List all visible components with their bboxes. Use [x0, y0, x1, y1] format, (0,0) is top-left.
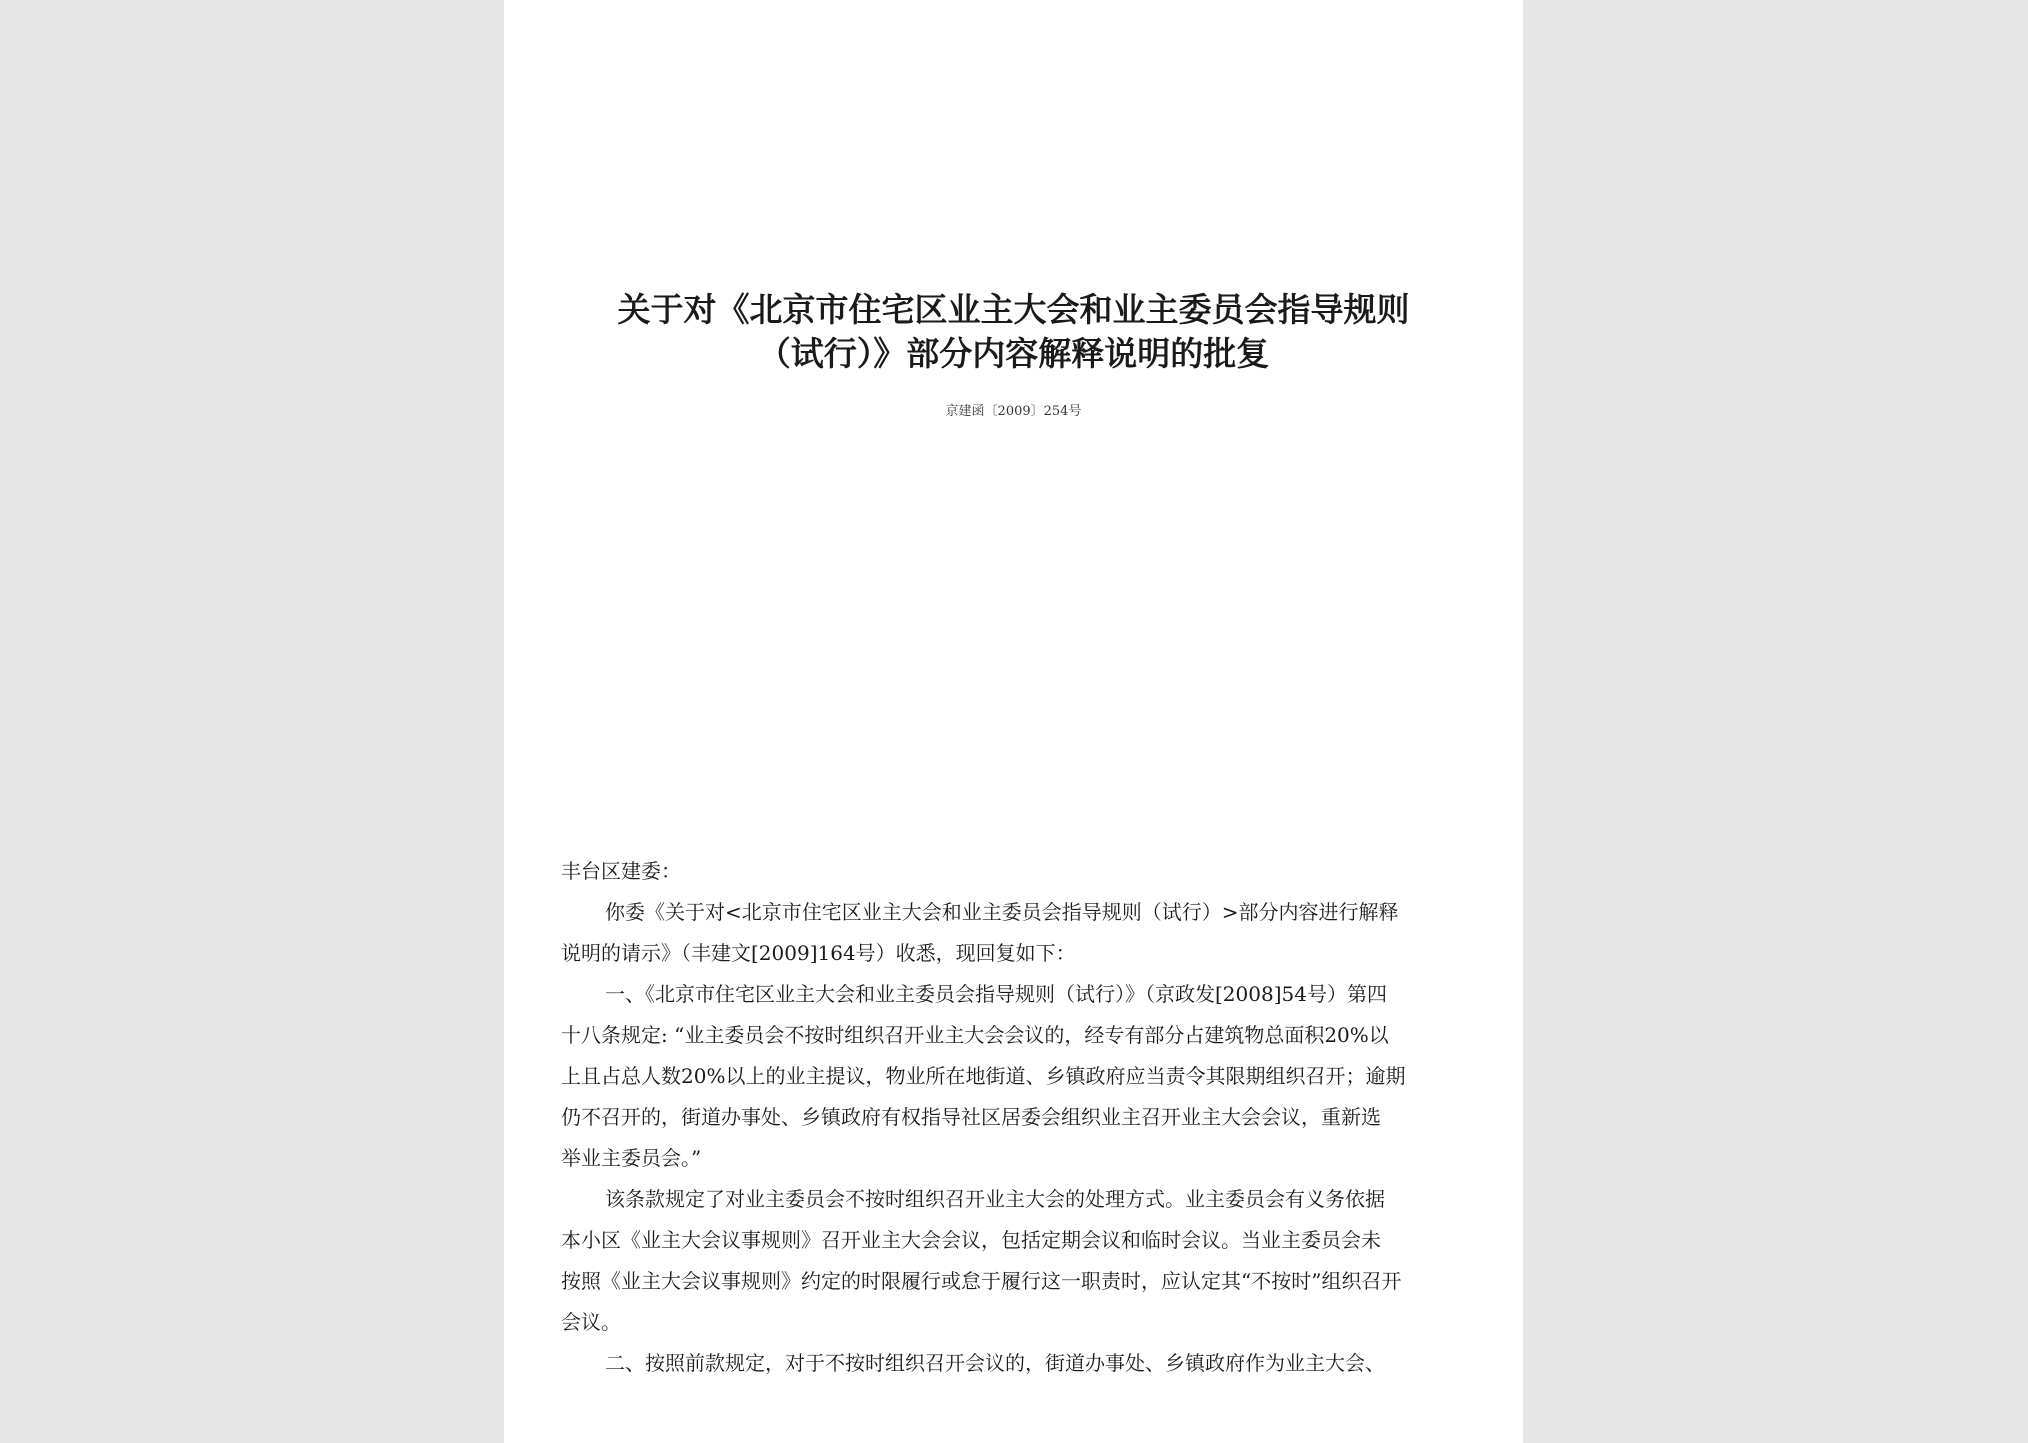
- body-line: 说明的请示》（丰建文[2009]164号）收悉，现回复如下：: [561, 941, 1076, 965]
- body-line: 十八条规定: “业主委员会不按时组织召开业主大会会议的，经专有部分占建筑物总面积20%以: [561, 1023, 1389, 1047]
- body-line: 一、《北京市住宅区业主大会和业主委员会指导规则（试行）》（京政发[2008]54号）第四: [605, 982, 1387, 1006]
- body-line: 该条款规定了对业主委员会不按时组织召开业主大会的处理方式。业主委员会有义务依据: [605, 1187, 1385, 1211]
- salutation: 丰台区建委：: [561, 859, 681, 883]
- body-line: 你委《关于对<北京市住宅区业主大会和业主委员会指导规则（试行）>部分内容进行解释: [605, 900, 1399, 924]
- document-body: [561, 851, 1476, 1384]
- title-line-1: 关于对《北京市住宅区业主大会和业主委员会指导规则: [617, 290, 1410, 329]
- body-line: 上且占总人数20%以上的业主提议，物业所在地街道、乡镇政府应当责令其限期组织召开；逾期: [561, 1064, 1406, 1088]
- body-line: 仍不召开的，街道办事处、乡镇政府有权指导社区居委会组织业主召开业主大会会议，重新选: [561, 1105, 1381, 1129]
- body-line: 本小区《业主大会议事规则》召开业主大会会议，包括定期会议和临时会议。当业主委员会未: [561, 1228, 1381, 1252]
- document-page: [504, 0, 1523, 1443]
- body-line: 举业主委员会。”: [561, 1146, 702, 1170]
- body-line: 会议。: [561, 1310, 621, 1334]
- title-line-2: （试行）》部分内容解释说明的批复: [757, 334, 1270, 373]
- document-title: [504, 288, 1523, 376]
- document-number: 京建函〔2009〕254号: [945, 404, 1082, 419]
- body-line: 二、按照前款规定，对于不按时组织召开会议的，街道办事处、乡镇政府作为业主大会、: [605, 1351, 1385, 1375]
- body-line: 按照《业主大会议事规则》约定的时限履行或怠于履行这一职责时，应认定其“不按时”组织召开: [561, 1269, 1402, 1293]
